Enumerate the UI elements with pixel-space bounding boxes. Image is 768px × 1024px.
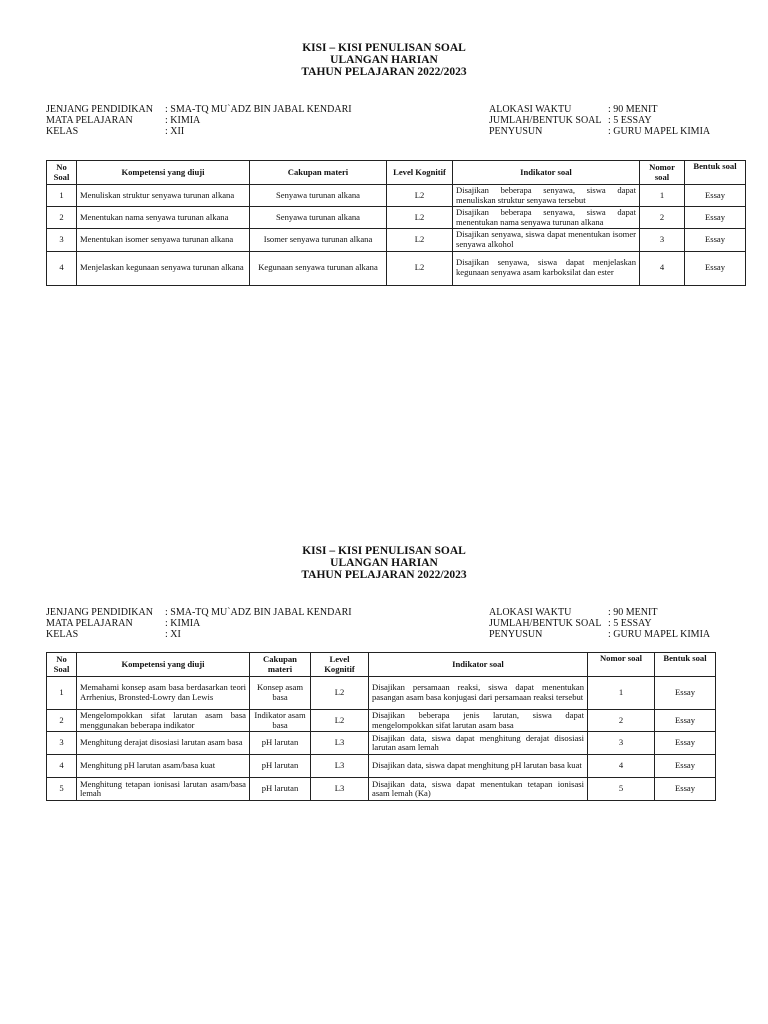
cell-no: 3 — [47, 229, 77, 251]
cell-nomor: 1 — [588, 677, 655, 710]
title-line-3: TAHUN PELAJARAN 2022/2023 — [301, 569, 467, 581]
cell-no: 4 — [47, 251, 77, 285]
cell-cakupan: Senyawa turunan alkana — [250, 207, 387, 229]
cell-nomor: 4 — [640, 251, 685, 285]
info-row — [489, 607, 710, 618]
cell-kompetensi: Menghitung pH larutan asam/basa kuat — [77, 755, 250, 778]
cell-no: 2 — [47, 710, 77, 732]
cell-level: L2 — [387, 251, 453, 285]
info-row — [46, 618, 352, 629]
cell-nomor: 1 — [640, 185, 685, 207]
cell-bentuk: Essay — [655, 778, 716, 801]
cell-no: 3 — [47, 732, 77, 755]
cell-bentuk: Essay — [655, 755, 716, 778]
table-row — [47, 185, 746, 207]
info-row — [46, 126, 352, 137]
header-indikator: Indikator soal — [453, 161, 640, 185]
cell-level: L2 — [387, 207, 453, 229]
cell-level: L3 — [311, 755, 369, 778]
cell-no: 1 — [47, 677, 77, 710]
header-no-soal: No Soal — [47, 161, 77, 185]
cell-cakupan: pH larutan — [250, 755, 311, 778]
info-value: : SMA-TQ MU`ADZ BIN JABAL KENDARI — [165, 607, 352, 618]
cell-indikator: Disajikan persamaan reaksi, siswa dapat menentukan pasangan asam basa konjugasi dari persamaan reaksi tersebut — [369, 677, 588, 710]
cell-indikator: Disajikan beberapa jenis larutan, siswa dapat mengelompokkan sifat larutan asam basa — [369, 710, 588, 732]
cell-cakupan: Kegunaan senyawa turunan alkana — [250, 251, 387, 285]
info-left — [46, 607, 352, 640]
info-row — [46, 629, 352, 640]
header-nomor: Nomor soal — [588, 653, 655, 677]
cell-cakupan: Senyawa turunan alkana — [250, 185, 387, 207]
info-row — [46, 115, 352, 126]
cell-cakupan: Indikator asam basa — [250, 710, 311, 732]
info-row — [489, 104, 710, 115]
header-bentuk: Bentuk soal — [655, 653, 716, 677]
info-value: : KIMIA — [165, 115, 201, 126]
info-label: PENYUSUN — [489, 126, 543, 137]
info-label: JUMLAH/BENTUK SOAL — [489, 115, 602, 126]
cell-cakupan: Isomer senyawa turunan alkana — [250, 229, 387, 251]
header-indikator: Indikator soal — [369, 653, 588, 677]
cell-kompetensi: Menghitung tetapan ionisasi larutan asam/basa lemah — [77, 778, 250, 801]
cell-bentuk: Essay — [655, 732, 716, 755]
cell-indikator: Disajikan senyawa, siswa dapat menentukan isomer senyawa alkohol — [453, 229, 640, 251]
cell-bentuk: Essay — [655, 710, 716, 732]
title-line-2: ULANGAN HARIAN — [330, 557, 438, 569]
cell-cakupan: pH larutan — [250, 778, 311, 801]
cell-bentuk: Essay — [685, 251, 746, 285]
title-line-1: KISI – KISI PENULISAN SOAL — [302, 42, 466, 54]
header-nomor: Nomor soal — [640, 161, 685, 185]
info-label: JUMLAH/BENTUK SOAL — [489, 618, 602, 629]
table-row — [47, 229, 746, 251]
info-value: : SMA-TQ MU`ADZ BIN JABAL KENDARI — [165, 104, 352, 115]
info-value: : 90 MENIT — [608, 104, 658, 115]
info-value: : GURU MAPEL KIMIA — [608, 629, 711, 640]
document-title — [0, 42, 768, 78]
cell-nomor: 4 — [588, 755, 655, 778]
table-header-row — [47, 161, 746, 185]
cell-level: L3 — [311, 778, 369, 801]
cell-nomor: 5 — [588, 778, 655, 801]
header-no-soal: No Soal — [47, 653, 77, 677]
info-value: : GURU MAPEL KIMIA — [608, 126, 711, 137]
cell-indikator: Disajikan beberapa senyawa, siswa dapat menuliskan struktur senyawa tersebut — [453, 185, 640, 207]
table-row — [47, 755, 716, 778]
cell-indikator: Disajikan data, siswa dapat menentukan tetapan ionisasi asam lemah (Ka) — [369, 778, 588, 801]
title-line-2: ULANGAN HARIAN — [330, 54, 438, 66]
cell-indikator: Disajikan data, siswa dapat menghitung derajat disosiasi larutan asam lemah — [369, 732, 588, 755]
table-row — [47, 677, 716, 710]
table-header-row — [47, 653, 716, 677]
info-label: PENYUSUN — [489, 629, 543, 640]
cell-bentuk: Essay — [685, 185, 746, 207]
cell-no: 1 — [47, 185, 77, 207]
info-value: : 5 ESSAY — [608, 115, 652, 126]
header-kompetensi: Kompetensi yang diuji — [77, 161, 250, 185]
cell-level: L2 — [387, 185, 453, 207]
cell-no: 4 — [47, 755, 77, 778]
header-level: Level Kognitif — [311, 653, 369, 677]
info-value: : 5 ESSAY — [608, 618, 652, 629]
info-right — [489, 607, 710, 640]
table-row — [47, 778, 716, 801]
info-row — [46, 104, 352, 115]
info-row — [489, 629, 710, 640]
title-line-3: TAHUN PELAJARAN 2022/2023 — [301, 66, 467, 78]
cell-no: 2 — [47, 207, 77, 229]
cell-cakupan: pH larutan — [250, 732, 311, 755]
info-label: ALOKASI WAKTU — [489, 104, 572, 115]
info-left — [46, 104, 352, 137]
cell-kompetensi: Mengelompokkan sifat larutan asam basa menggunakan beberapa indikator — [77, 710, 250, 732]
info-row — [46, 607, 352, 618]
cell-bentuk: Essay — [655, 677, 716, 710]
cell-kompetensi: Menjelaskan kegunaan senyawa turunan alkana — [77, 251, 250, 285]
cell-kompetensi: Memahami konsep asam basa berdasarkan teori Arrhenius, Bronsted-Lowry dan Lewis — [77, 677, 250, 710]
document-title — [0, 545, 768, 581]
info-row — [489, 126, 710, 137]
cell-nomor: 2 — [588, 710, 655, 732]
header-cakupan: Cakupan materi — [250, 161, 387, 185]
header-cakupan: Cakupan materi — [250, 653, 311, 677]
cell-level: L2 — [311, 677, 369, 710]
cell-level: L2 — [387, 229, 453, 251]
info-right — [489, 104, 710, 137]
cell-kompetensi: Menghitung derajat disosiasi larutan asam basa — [77, 732, 250, 755]
cell-nomor: 2 — [640, 207, 685, 229]
cell-indikator: Disajikan data, siswa dapat menghitung pH larutan basa kuat — [369, 755, 588, 778]
cell-bentuk: Essay — [685, 229, 746, 251]
table-row — [47, 251, 746, 285]
info-label: MATA PELAJARAN — [46, 618, 133, 629]
info-value: : XII — [165, 126, 185, 137]
cell-kompetensi: Menentukan isomer senyawa turunan alkana — [77, 229, 250, 251]
cell-nomor: 3 — [640, 229, 685, 251]
info-label: ALOKASI WAKTU — [489, 607, 572, 618]
header-bentuk: Bentuk soal — [685, 161, 746, 185]
info-value: : 90 MENIT — [608, 607, 658, 618]
cell-level: L2 — [311, 710, 369, 732]
cell-nomor: 3 — [588, 732, 655, 755]
info-value: : XI — [165, 629, 181, 640]
header-kompetensi: Kompetensi yang diuji — [77, 653, 250, 677]
header-level: Level Kognitif — [387, 161, 453, 185]
info-label: MATA PELAJARAN — [46, 115, 133, 126]
info-label: KELAS — [46, 629, 79, 640]
cell-no: 5 — [47, 778, 77, 801]
cell-indikator: Disajikan senyawa, siswa dapat menjelaskan kegunaan senyawa asam karboksilat dan ester — [453, 251, 640, 285]
cell-level: L3 — [311, 732, 369, 755]
info-label: KELAS — [46, 126, 79, 137]
info-value: : KIMIA — [165, 618, 201, 629]
table-row — [47, 732, 716, 755]
cell-cakupan: Konsep asam basa — [250, 677, 311, 710]
cell-indikator: Disajikan beberapa senyawa, siswa dapat menentukan nama senyawa turunan alkana — [453, 207, 640, 229]
info-row — [489, 115, 710, 126]
title-line-1: KISI – KISI PENULISAN SOAL — [302, 545, 466, 557]
cell-bentuk: Essay — [685, 207, 746, 229]
kisi-table — [46, 652, 716, 801]
table-row — [47, 207, 746, 229]
info-label: JENJANG PENDIDIKAN — [46, 104, 153, 115]
table-row — [47, 710, 716, 732]
info-label: JENJANG PENDIDIKAN — [46, 607, 153, 618]
kisi-table — [46, 160, 746, 286]
cell-kompetensi: Menuliskan struktur senyawa turunan alkana — [77, 185, 250, 207]
info-row — [489, 618, 710, 629]
cell-kompetensi: Menentukan nama senyawa turunan alkana — [77, 207, 250, 229]
